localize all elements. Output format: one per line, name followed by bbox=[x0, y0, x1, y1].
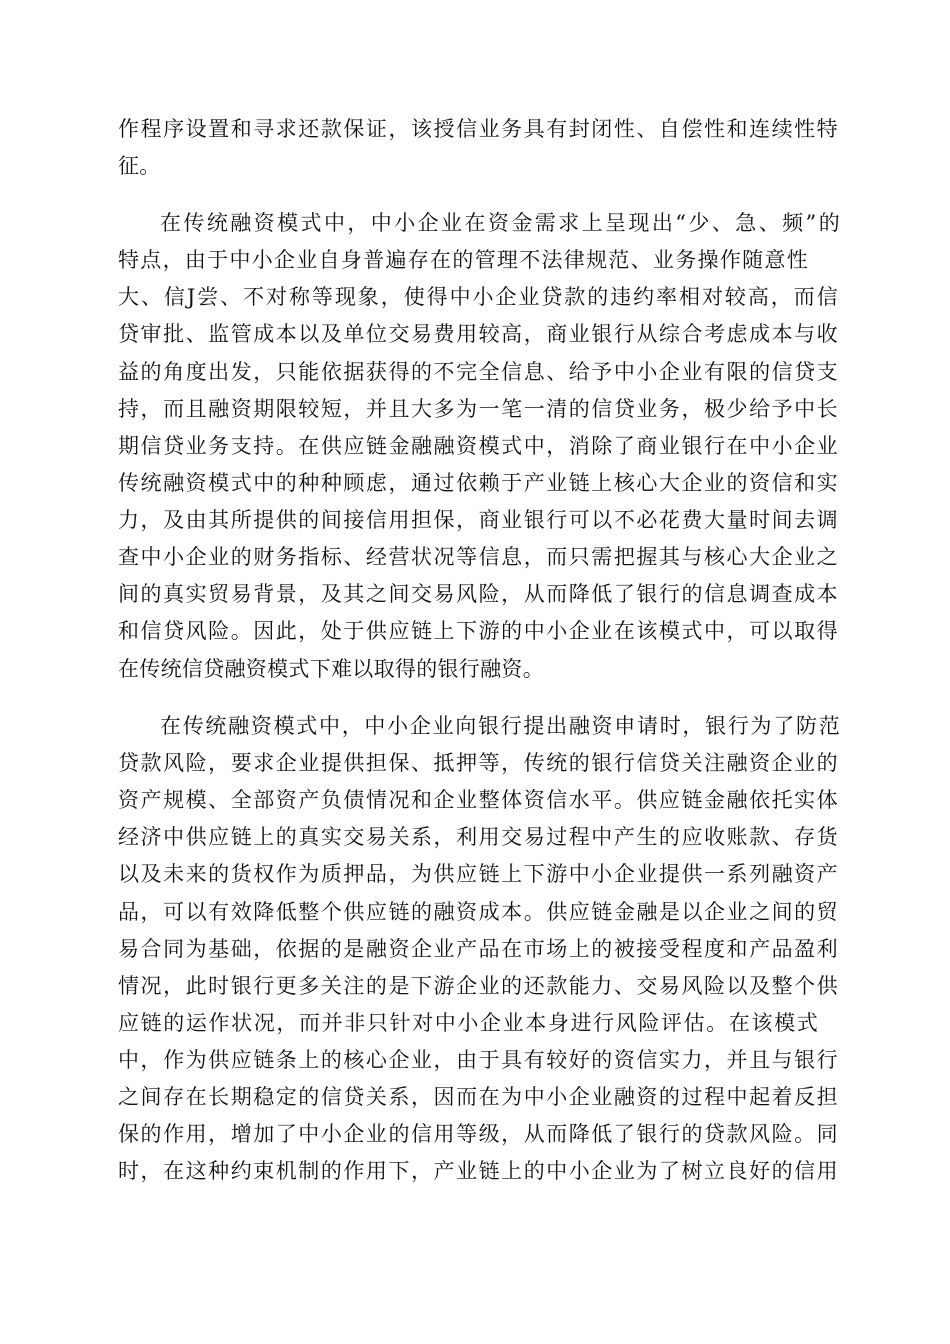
text-line: 品，可以有效降低整个供应链的融资成本。供应链金融是以企业之间的贸 bbox=[118, 900, 838, 924]
text-line: 经济中供应链上的真实交易关系，利用交易过程中产生的应收账款、存货 bbox=[118, 825, 838, 849]
text-line: 情况，此时银行更多关注的是下游企业的还款能力、交易风险以及整个供 bbox=[118, 974, 838, 998]
text-line: 持，而且融资期限较短，并且大多为一笔一清的信贷业务，极少给予中长 bbox=[118, 397, 838, 421]
text-line: 易合同为基础，依据的是融资企业产品在市场上的被接受程度和产品盈利 bbox=[118, 937, 838, 961]
text-line: 特点，由于中小企业自身普遍存在的管理不法律规范、业务操作随意性 bbox=[118, 248, 808, 272]
text-line: 在传统融资模式中，中小企业在资金需求上呈现出“少、急、频”的 bbox=[160, 211, 840, 235]
text-line: 征。 bbox=[118, 154, 161, 178]
text-line: 以及未来的货权作为质押品，为供应链上下游中小企业提供一系列融资产 bbox=[118, 862, 838, 886]
text-line: 贷审批、监管成本以及单位交易费用较高，商业银行从综合考虑成本与收 bbox=[118, 322, 838, 346]
text-line: 在传统融资模式中，中小企业向银行提出融资申请时，银行为了防范 bbox=[160, 714, 840, 738]
text-line: 资产规模、全部资产负债情况和企业整体资信水平。供应链金融依托实体 bbox=[118, 788, 838, 812]
text-line: 在传统信贷融资模式下难以取得的银行融资。 bbox=[118, 657, 544, 681]
text-line: 传统融资模式中的种种顾虑，通过依赖于产业链上核心大企业的资信和实 bbox=[118, 471, 838, 495]
text-line: 贷款风险，要求企业提供担保、抵押等，传统的银行信贷关注融资企业的 bbox=[118, 751, 838, 775]
text-line: 应链的运作状况，而并非只针对中小企业本身进行风险评估。在该模式 bbox=[118, 1011, 818, 1035]
text-line: 益的角度出发，只能依据获得的不完全信息、给予中小企业有限的信贷支 bbox=[118, 360, 838, 384]
text-line: 查中小企业的财务指标、经营状况等信息，而只需把握其与核心大企业之 bbox=[118, 545, 838, 569]
text-line: 之间存在长期稳定的信贷关系，因而在为中小企业融资的过程中起着反担 bbox=[118, 1085, 838, 1109]
text-line: 保的作用，增加了中小企业的信用等级，从而降低了银行的贷款风险。同 bbox=[118, 1122, 838, 1146]
text-line: 大、信J尝、不对称等现象，使得中小企业贷款的违约率相对较高，而信 bbox=[118, 285, 838, 309]
text-line: 作程序设置和寻求还款保证，该授信业务具有封闭性、自偿性和连续性特 bbox=[118, 117, 838, 141]
text-line: 时，在这种约束机制的作用下，产业链上的中小企业为了树立良好的信用 bbox=[118, 1159, 838, 1183]
text-line: 间的真实贸易背景，及其之间交易风险，从而降低了银行的信息调查成本 bbox=[118, 582, 838, 606]
text-line: 期信贷业务支持。在供应链金融融资模式中，消除了商业银行在中小企业 bbox=[118, 434, 838, 458]
text-line: 中，作为供应链条上的核心企业，由于具有较好的资信实力，并且与银行 bbox=[118, 1048, 838, 1072]
text-line: 和信贷风险。因此，处于供应链上下游的中小企业在该模式中，可以取得 bbox=[118, 619, 838, 643]
text-line: 力，及由其所提供的间接信用担保，商业银行可以不必花费大量时间去调 bbox=[118, 508, 838, 532]
